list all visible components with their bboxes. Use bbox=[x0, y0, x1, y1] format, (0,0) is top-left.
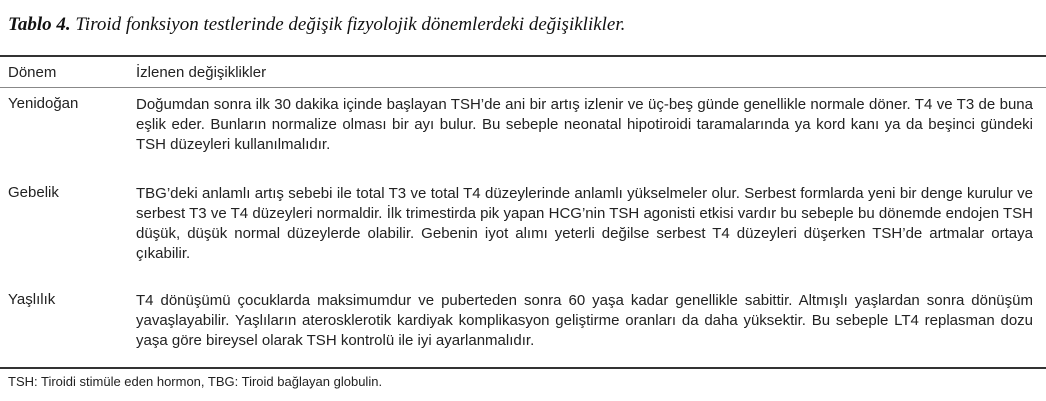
table-caption-label: Tablo 4. bbox=[8, 14, 71, 35]
row-description-elderly: T4 dönüşümü çocuklarda maksimumdur ve puberteden sonra 60 yaşa kadar genellikle sabittir. Altmışlı yaşlardan sonra dönüşüm yavaşlayabilir. Yaşlıların aterosklerotik kardiyak komplikasyon geliştirme oranları da daha yüksektir. Bu sebeple LT4 replasman dozu yaşa göre bireysel olarak TSH kontrolü ile iyi ayarlanmalıdır. bbox=[136, 292, 1033, 349]
row-period-elderly: Yaşlılık bbox=[8, 291, 56, 308]
table-header-rule bbox=[0, 87, 1046, 88]
column-header-period: Dönem bbox=[8, 64, 57, 81]
table-bottom-rule bbox=[0, 367, 1046, 369]
row-period-newborn: Yenidoğan bbox=[8, 95, 79, 112]
row-description-newborn: Doğumdan sonra ilk 30 dakika içinde başlayan TSH’de ani bir artış izlenir ve üç-beş günde genellikle normale döner. T4 ve T3 de buna eşlik eder. Bunların normalize olması bir ayı bulur. Bu sebeple neonatal hipotiroidi taramalarında ya kord kanı ya da beşinci gündeki TSH düzeyleri kullanılmalıdır. bbox=[136, 96, 1033, 153]
column-header-changes: İzlenen değişiklikler bbox=[136, 64, 267, 81]
table-caption-title: Tiroid fonksiyon testlerinde değişik fizyolojik dönemlerdeki değişiklikler. bbox=[75, 14, 626, 35]
table-footnote: TSH: Tiroidi stimüle eden hormon, TBG: Tiroid bağlayan globulin. bbox=[8, 374, 383, 389]
row-period-pregnancy: Gebelik bbox=[8, 184, 59, 201]
row-description-pregnancy: TBG’deki anlamlı artış sebebi ile total T3 ve total T4 düzeylerinde anlamlı yükselmeler olur. Serbest formlarda yeni bir denge kurulur ve serbest T3 ve T4 düzeyleri normaldir. İlk trimestirda pik yapan HCG’nin TSH agonisti etkisi vardır bu sebeple bu dönemde endojen TSH düşük, düşük normal düzeylerde olabilir. Gebenin iyot alımı yeterli değilse serbest T4 düzeyleri düşerken TSH’de artmalar ortaya çıkabilir. bbox=[136, 185, 1033, 262]
table-caption bbox=[8, 14, 625, 36]
table-top-rule bbox=[0, 55, 1046, 57]
